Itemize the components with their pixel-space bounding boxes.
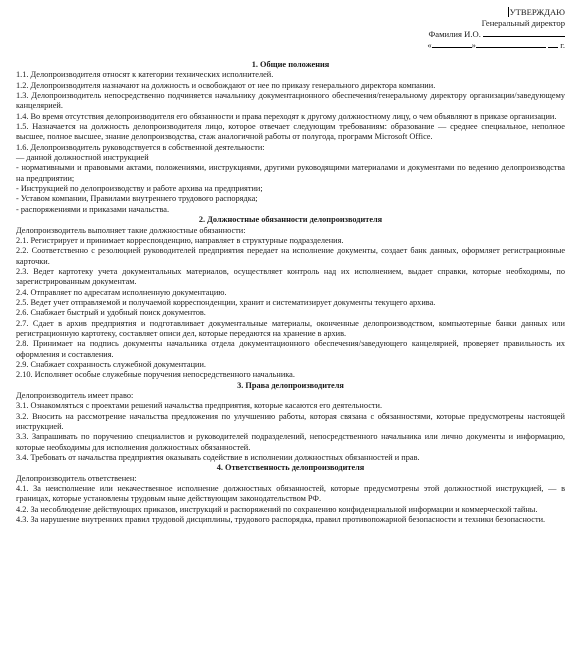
paragraph: 3.4. Требовать от начальства предприятия оказывать содействие в исполнении должностных обязанностей и прав. [16, 453, 420, 463]
paragraph: 1.5. Назначается на должность делопроизводителя лицо, которое отвечает следующим требованиям: образование — среднее специальное, неполное высшее, полное высшее, знание делопроизводства, стаж аналогичной работы от полугода, программ Microsoft Office. [16, 122, 565, 142]
approval-position: Генеральный директор [481, 18, 565, 28]
paragraph: 2.4. Отправляет по адресатам исполненную документацию. [16, 287, 227, 297]
section-title: 3. Права делопроизводителя [237, 380, 344, 390]
paragraph: 1.1. Делопроизводителя относят к категории технических исполнителей. [16, 70, 274, 80]
section-responsibility [16, 463, 565, 525]
paragraph: 1.3. Делопроизводитель непосредственно подчиняется начальнику документационного обеспечения/генеральному директору организации/заведующему канцелярией. [16, 91, 565, 111]
paragraph: 2.10. Исполняет особые служебные поручения непосредственного начальника. [16, 370, 295, 380]
paragraph: 2.2. Соответственно с резолюцией руководителей предприятия передает на исполнение документы, создает банк данных, оформляет регистрационные карточки. [16, 246, 565, 266]
list-item: - распоряжениями и приказами начальства. [16, 204, 170, 214]
paragraph: 1.4. Во время отсутствия делопроизводителя его обязанности и права переходят к другому должностному лицу, о чем объявляют в приказе организации. [16, 111, 557, 121]
paragraph: 3.3. Запрашивать по поручению специалистов и руководителей подразделений, непосредственного начальника или лично документы и информацию, которые необходимы для исполнения должностных обязанностей. [16, 432, 565, 452]
approval-block [395, 7, 565, 51]
paragraph: 2.5. Ведет учет отправляемой и получаемой корреспонденции, хранит и систематизирует документы текущего архива. [16, 297, 436, 307]
name-signature-line [483, 36, 565, 37]
paragraph: 2.1. Регистрирует и принимает корреспонденцию, направляет в структурные подразделения. [16, 235, 344, 245]
paragraph: 1.2. Делопроизводителя назначают на должность и освобождают от нее по приказу генерального директора компании. [16, 80, 436, 90]
paragraph: Делопроизводитель имеет право: [16, 391, 134, 400]
section-general [16, 60, 565, 215]
month-line [476, 47, 546, 48]
list-item: - нормативными и правовыми актами, положениями, инструкциями, другими руководящими материалами и документами по ведению делопроизводства на предприятии; [16, 163, 565, 183]
paragraph: 2.9. Снабжает сохранность служебной документации. [16, 359, 206, 369]
document-body [16, 6, 565, 525]
paragraph: 2.6. Снабжает быстрый и удобный поиск документов. [16, 308, 206, 318]
section-title: 2. Должностные обязанности делопроизводителя [198, 215, 383, 225]
approval-word: УТВЕРЖДАЮ [509, 7, 565, 17]
paragraph: 2.8. Принимает на подпись документы начальника отдела документационного обеспечения/заведующего канцелярией, проверяет правильность их оформления и составления. [16, 339, 565, 359]
paragraph: Делопроизводитель ответственен: [16, 473, 137, 483]
paragraph: 2.3. Ведет картотеку учета документальных материалов, осуществляет контроль над их исполнением, выдает справки, которые необходимы, по зарегистрированным документам. [16, 266, 565, 287]
approval-name-row: Фамилия И.О. [395, 29, 565, 40]
list-item: - Инструкцией по делопроизводству и работе архива на предприятии; [16, 184, 263, 194]
section-title: 4. Ответственность делопроизводителя [216, 463, 365, 473]
paragraph: Делопроизводитель выполняет такие должностные обязанности: [16, 225, 246, 235]
approval-date-row: « » г. [427, 40, 565, 50]
paragraph: 2.7. Сдает в архив предприятия и подготавливает документальные материалы, оконченные делопроизводством, компьютерные банки данных или регистрационную картотеку, составляет описи дел, которые передаются на хранение в архив. [16, 318, 565, 338]
section-rights [16, 381, 565, 464]
paragraph: 4.2. За несоблюдение действующих приказов, инструкций и распоряжений по сохранению конфиденциальной информации и коммерческой тайны. [16, 504, 538, 514]
paragraph: 3.2. Вносить на рассмотрение начальства предложения по улучшению работы, которая связана с обязанностями, которые предусмотрены настоящей инструкцией. [16, 411, 565, 432]
list-item: — данной должностной инструкцией [16, 153, 149, 163]
section-title: 1. Общие положения [251, 60, 330, 69]
paragraph: 4.1. За неисполнение или некачественное исполнение должностных обязанностей, которые предусмотрены этой должностной инструкцией, — в границах, которые установлены трудовым ныне действующим законодательством РФ. [16, 484, 565, 504]
list-item: - Уставом компании, Правилами внутреннего трудового распорядка; [16, 194, 258, 204]
year-line [548, 47, 558, 48]
section-duties [16, 215, 565, 381]
paragraph: 3.1. Ознакомляться с проектами решений начальства предприятия, которые касаются его деятельности. [16, 401, 383, 411]
day-line [432, 47, 472, 48]
paragraph: 1.6. Делопроизводитель руководствуется в собственной деятельности: [16, 142, 265, 152]
paragraph: 4.3. За нарушение внутренних правил трудовой дисциплины, трудового распорядка, правил противопожарной безопасности и техники безопасности. [16, 515, 546, 525]
